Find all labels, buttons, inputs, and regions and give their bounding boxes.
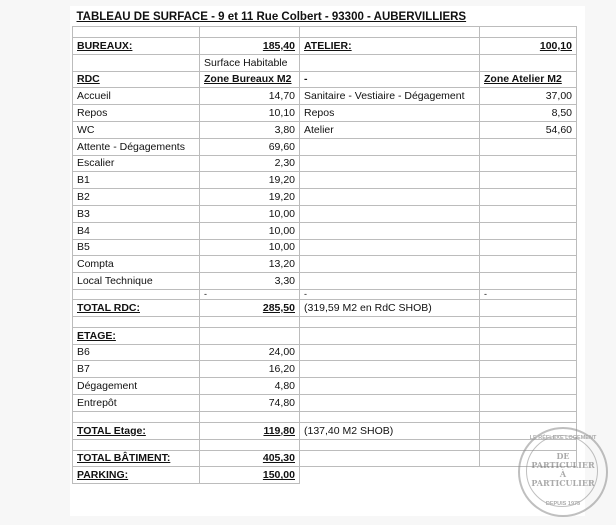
row-label: Attente - Dégagements [73, 138, 200, 155]
parking-label: PARKING: [73, 467, 200, 484]
table-row [73, 155, 577, 172]
atelier-row-label: Repos [300, 105, 480, 122]
stamp-top-text: LE RÉFLEXE LOGEMENT [529, 435, 597, 441]
spacer-row [73, 316, 577, 327]
row-value: 19,20 [200, 172, 300, 189]
row-label: B3 [73, 205, 200, 222]
row-value: 4,80 [200, 378, 300, 395]
row-label: B4 [73, 222, 200, 239]
row-label: Compta [73, 256, 200, 273]
parking-value: 150,00 [200, 467, 300, 484]
total-etage-note: (137,40 M2 SHOB) [300, 422, 480, 439]
row-label: B1 [73, 172, 200, 189]
row-label: Dégagement [73, 378, 200, 395]
stamp-line4: PARTICULIER [531, 478, 595, 488]
row-label: Accueil [73, 88, 200, 105]
rdc-header: RDC [73, 71, 200, 88]
total-rdc-row [73, 299, 577, 316]
parking-row [73, 467, 577, 484]
row-value: 16,20 [200, 361, 300, 378]
atelier-label: ATELIER: [300, 38, 480, 55]
col-bureaux-header: Zone Bureaux M2 [200, 71, 300, 88]
row-value: 10,00 [200, 239, 300, 256]
row-label: B5 [73, 239, 200, 256]
etage-header: ETAGE: [73, 327, 200, 344]
etage-rows [73, 344, 577, 411]
total-batiment-row [73, 450, 577, 467]
table-row [73, 222, 577, 239]
surface-habitable-label: Surface Habitable [200, 54, 300, 71]
table-row [73, 138, 577, 155]
table-row [73, 273, 577, 290]
surface-habitable-row [73, 54, 577, 71]
dash-row [73, 289, 577, 299]
bureaux-value: 185,40 [200, 38, 300, 55]
table-row [73, 189, 577, 206]
total-rdc-note: (319,59 M2 en RdC SHOB) [300, 299, 480, 316]
spacer-row [73, 439, 577, 450]
row-label: WC [73, 121, 200, 138]
table-row [73, 378, 577, 395]
etage-header-row [73, 327, 577, 344]
atelier-row-value: 8,50 [480, 105, 577, 122]
row-value: 14,70 [200, 88, 300, 105]
table-row [73, 121, 577, 138]
total-etage-label: TOTAL Etage: [73, 422, 200, 439]
spacer-row [73, 27, 577, 38]
rdc-header-row [73, 71, 577, 88]
stamp-bottom-text: DEPUIS 1975 [545, 501, 581, 507]
table-row [73, 172, 577, 189]
stamp-line2: PARTICULIER [531, 460, 595, 470]
row-value: 2,30 [200, 155, 300, 172]
title-row [73, 8, 577, 27]
row-label: Local Technique [73, 273, 200, 290]
total-rdc-value: 285,50 [200, 299, 300, 316]
row-value: 74,80 [200, 394, 300, 411]
surface-table [72, 8, 577, 484]
watermark-stamp [518, 427, 608, 517]
rdc-rows [73, 88, 577, 290]
row-value: 3,80 [200, 121, 300, 138]
atelier-row-value: 37,00 [480, 88, 577, 105]
row-label: B6 [73, 344, 200, 361]
row-value: 10,00 [200, 205, 300, 222]
atelier-row-label: Atelier [300, 121, 480, 138]
bureaux-label: BUREAUX: [73, 38, 200, 55]
row-value: 13,20 [200, 256, 300, 273]
total-etage-value: 119,80 [200, 422, 300, 439]
table-row [73, 105, 577, 122]
table-row [73, 256, 577, 273]
row-value: 10,00 [200, 222, 300, 239]
summary-row [73, 38, 577, 55]
row-value: 3,30 [200, 273, 300, 290]
dash-mark: - [480, 289, 577, 299]
total-batiment-value: 405,30 [200, 450, 300, 467]
dash-mark: - [200, 289, 300, 299]
row-label: B7 [73, 361, 200, 378]
row-label: B2 [73, 189, 200, 206]
atelier-row-value: 54,60 [480, 121, 577, 138]
row-label: Escalier [73, 155, 200, 172]
table-row [73, 88, 577, 105]
stamp-line1: DE [556, 451, 570, 461]
dash-mark: - [300, 289, 480, 299]
table-row [73, 239, 577, 256]
stamp-line3: À [559, 469, 567, 479]
total-rdc-label: TOTAL RDC: [73, 299, 200, 316]
row-label: Entrepôt [73, 394, 200, 411]
atelier-row-label: Sanitaire - Vestiaire - Dégagement [300, 88, 480, 105]
document-title: TABLEAU DE SURFACE - 9 et 11 Rue Colbert - 93300 - AUBERVILLIERS [73, 8, 577, 27]
row-value: 19,20 [200, 189, 300, 206]
table-row [73, 344, 577, 361]
row-value: 69,60 [200, 138, 300, 155]
row-label: Repos [73, 105, 200, 122]
col-atelier-header: Zone Atelier M2 [480, 71, 577, 88]
atelier-value: 100,10 [480, 38, 577, 55]
total-batiment-label: TOTAL BÂTIMENT: [73, 450, 200, 467]
table-row [73, 205, 577, 222]
total-etage-row [73, 422, 577, 439]
row-value: 24,00 [200, 344, 300, 361]
spacer-row [73, 411, 577, 422]
table-row [73, 394, 577, 411]
dash-mark: - [300, 71, 480, 88]
row-value: 10,10 [200, 105, 300, 122]
table-row [73, 361, 577, 378]
